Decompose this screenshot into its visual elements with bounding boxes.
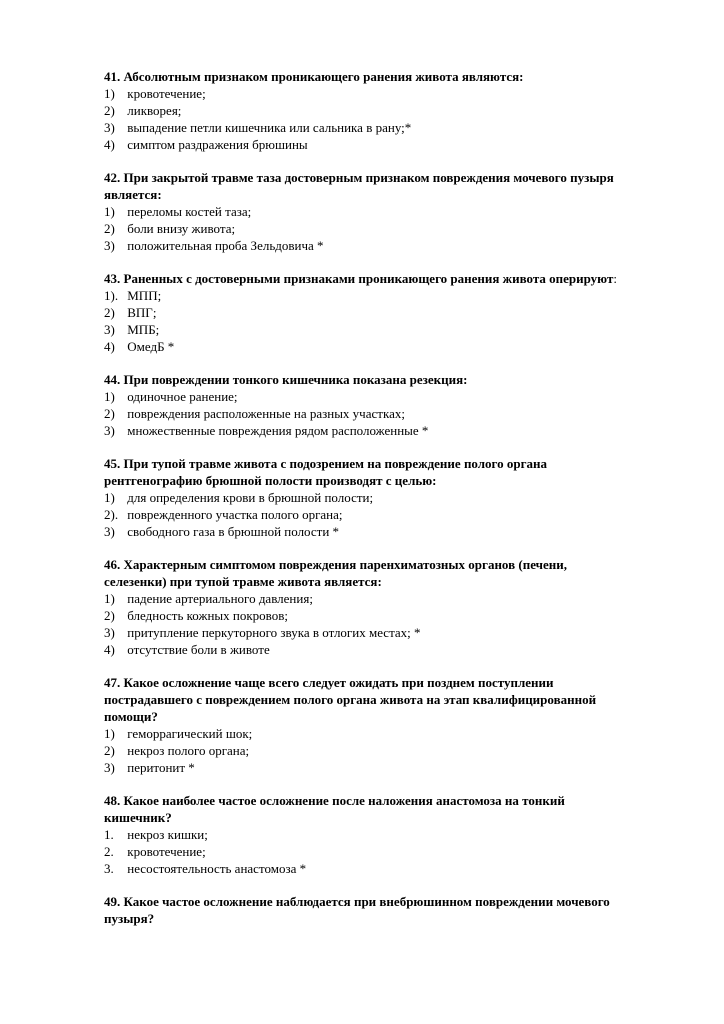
question-text [104,371,624,388]
option-text: для определения крови в брюшной полости; [127,490,374,505]
option-text: повреждения расположенные на разных участках; [127,406,405,421]
option-text: положительная проба Зельдовича * [127,238,324,253]
option-number: 2) [104,406,115,421]
question-text [104,556,624,590]
option-text: переломы костей таза; [127,204,252,219]
answer-option [104,489,624,506]
question-44 [104,371,624,439]
question-text-tail: : [613,271,617,286]
option-text: перитонит * [127,760,195,775]
option-number: 3) [104,524,115,539]
question-text-main: 49. Какое частое осложнение наблюдается при внебрюшинном повреждении мочевого пузыря? [104,894,610,926]
answer-option [104,119,624,136]
answer-option [104,422,624,439]
option-text: некроз кишки; [127,827,208,842]
question-text-main: 44. При повреждении тонкого кишечника показана резекция: [104,372,468,387]
option-text: ОмедБ * [127,339,175,354]
answer-option [104,287,624,304]
option-text: бледность кожных покровов; [127,608,288,623]
question-text-main: 45. При тупой травме живота с подозрением на повреждение полого органа рентгенографию брюшной полости производят с целью: [104,456,548,488]
option-number: 3) [104,423,115,438]
option-number: 2) [104,305,115,320]
answer-option [104,641,624,658]
option-number: 2) [104,103,115,118]
option-number: 1) [104,86,115,101]
question-text [104,792,624,826]
question-text [104,455,624,489]
question-49 [104,893,624,927]
option-number: 4) [104,137,115,152]
option-number: 1) [104,726,115,741]
question-42 [104,169,624,254]
option-number: 1) [104,204,115,219]
option-text: боли внизу живота; [127,221,236,236]
option-number: 2) [104,221,115,236]
option-number: 1) [104,591,115,606]
answer-option [104,506,624,523]
option-number: 3) [104,238,115,253]
option-number: 2). [104,507,119,522]
question-text-main: 42. При закрытой травме таза достоверным признаком повреждения мочевого пузыря является: [104,170,614,202]
option-text: притупление перкуторного звука в отлогих местах; * [127,625,421,640]
option-number: 3) [104,760,115,775]
option-text: выпадение петли кишечника или сальника в рану;* [127,120,412,135]
question-41 [104,68,624,153]
question-48 [104,792,624,877]
option-text: МПБ; [127,322,160,337]
option-number: 2. [104,844,114,859]
answer-option [104,523,624,540]
answer-option [104,742,624,759]
answer-option [104,388,624,405]
question-list [104,68,624,927]
answer-option [104,136,624,153]
answer-option [104,338,624,355]
option-text: отсутствие боли в животе [127,642,270,657]
question-text-main: 43. Раненных с достоверными признаками проникающего ранения живота оперируют [104,271,614,286]
option-text: некроз полого органа; [127,743,250,758]
option-text: кровотечение; [127,86,206,101]
option-text: ВПГ; [127,305,157,320]
option-number: 1). [104,288,119,303]
answer-option [104,826,624,843]
option-number: 2) [104,608,115,623]
answer-option [104,220,624,237]
answer-option [104,624,624,641]
option-number: 1. [104,827,114,842]
answer-option [104,607,624,624]
option-text: одиночное ранение; [127,389,238,404]
answer-option [104,759,624,776]
option-number: 1) [104,389,115,404]
answer-option [104,304,624,321]
question-text-main: 48. Какое наиболее частое осложнение после наложения анастомоза на тонкий кишечник? [104,793,565,825]
option-text: геморрагический шок; [127,726,253,741]
question-text-main: 46. Характерным симптомом повреждения паренхиматозных органов (печени, селезенки) при тупой травме живота является: [104,557,567,589]
option-number: 3. [104,861,114,876]
option-text: симптом раздражения брюшины [127,137,308,152]
answer-option [104,590,624,607]
answer-option [104,860,624,877]
question-text [104,169,624,203]
answer-option [104,725,624,742]
question-45 [104,455,624,540]
answer-option [104,237,624,254]
option-text: свободного газа в брюшной полости * [127,524,340,539]
question-43 [104,270,624,355]
option-number: 3) [104,625,115,640]
question-text [104,674,624,725]
option-text: несостоятельность анастомоза * [127,861,307,876]
option-number: 4) [104,642,115,657]
option-text: МПП; [127,288,162,303]
question-text [104,893,624,927]
option-text: падение артериального давления; [127,591,313,606]
answer-option [104,85,624,102]
question-46 [104,556,624,658]
option-text: поврежденного участка полого органа; [127,507,343,522]
option-number: 4) [104,339,115,354]
question-text [104,270,624,287]
option-text: ликворея; [127,103,182,118]
answer-option [104,405,624,422]
answer-option [104,203,624,220]
question-text [104,68,624,85]
option-number: 2) [104,743,115,758]
answer-option [104,102,624,119]
question-47 [104,674,624,776]
option-text: кровотечение; [127,844,206,859]
option-number: 3) [104,120,115,135]
option-number: 3) [104,322,115,337]
option-number: 1) [104,490,115,505]
answer-option [104,321,624,338]
question-text-main: 47. Какое осложнение чаще всего следует ожидать при позднем поступлении пострадавшего с повреждением полого органа живота на этап квалифицированной помощи? [104,675,597,724]
answer-option [104,843,624,860]
option-text: множественные повреждения рядом расположенные * [127,423,429,438]
question-text-main: 41. Абсолютным признаком проникающего ранения живота являются: [104,69,524,84]
